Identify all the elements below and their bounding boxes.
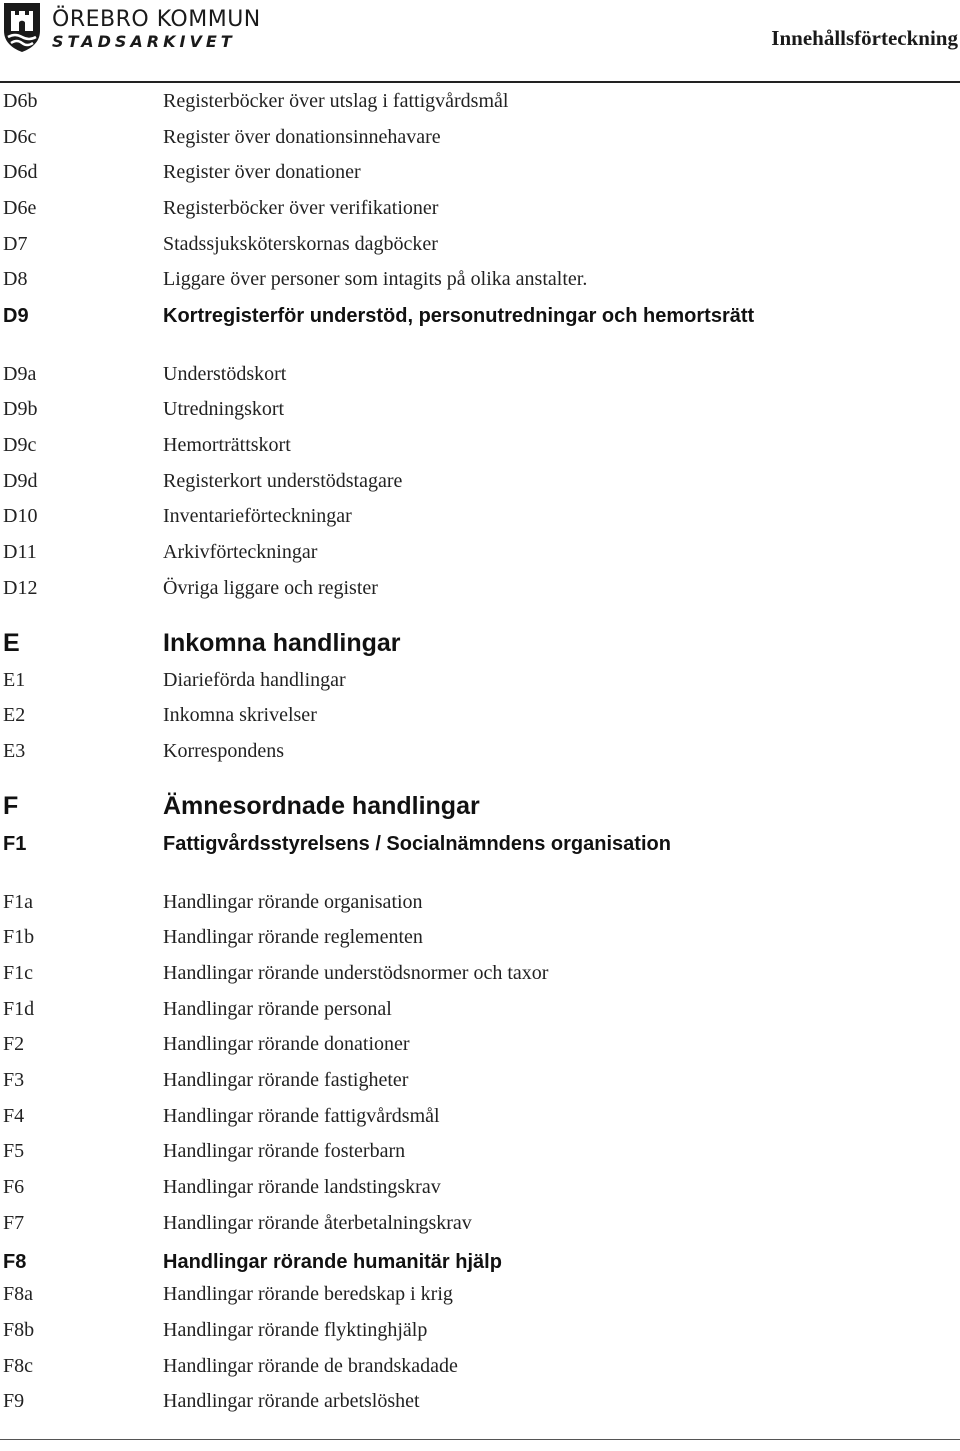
- toc-code: F6: [3, 1176, 25, 1198]
- toc-code: F4: [3, 1105, 25, 1127]
- toc-code: F1b: [3, 926, 35, 948]
- toc-description: Handlingar rörande de brandskadade: [163, 1355, 458, 1377]
- toc-description: Handlingar rörande understödsnormer och taxor: [163, 962, 549, 984]
- toc-code: E2: [3, 704, 26, 726]
- toc-code: D9a: [3, 363, 37, 385]
- toc-code: F2: [3, 1033, 25, 1055]
- footer-divider: [0, 1439, 960, 1440]
- toc-description: Handlingar rörande fosterbarn: [163, 1140, 406, 1162]
- toc-description: Handlingar rörande återbetalningskrav: [163, 1212, 472, 1234]
- toc-description: Handlingar rörande beredskap i krig: [163, 1283, 453, 1305]
- toc-code: D9: [3, 305, 29, 327]
- toc-description: Arkivförteckningar: [163, 541, 318, 563]
- toc-description: Register över donationsinnehavare: [163, 126, 441, 148]
- toc-code: D9c: [3, 434, 37, 456]
- toc-code: F8a: [3, 1283, 33, 1305]
- toc-description: Inventarieförteckningar: [163, 505, 352, 527]
- toc-code: F9: [3, 1390, 25, 1412]
- toc-code: D6d: [3, 161, 38, 183]
- header-divider: [0, 81, 960, 83]
- toc-description: Fattigvårdsstyrelsens / Socialnämndens organisation: [163, 833, 671, 855]
- toc-description: Handlingar rörande organisation: [163, 891, 423, 913]
- toc-code: D6c: [3, 126, 37, 148]
- toc-code: F7: [3, 1212, 25, 1234]
- toc-description: Inkomna skrivelser: [163, 704, 317, 726]
- coat-of-arms-icon: [2, 1, 42, 53]
- toc-description: Utredningskort: [163, 398, 285, 420]
- toc-code: D9d: [3, 470, 38, 492]
- document-title: Innehållsförteckning: [771, 26, 958, 50]
- toc-description: Diarieförda handlingar: [163, 669, 346, 691]
- toc-code: F8c: [3, 1355, 33, 1377]
- toc-code: F5: [3, 1140, 25, 1162]
- toc-code: E3: [3, 740, 26, 762]
- organization-name: ÖREBRO KOMMUN: [52, 7, 261, 32]
- toc-code: F3: [3, 1069, 25, 1091]
- toc-code: E: [3, 629, 20, 657]
- toc-code: D9b: [3, 398, 38, 420]
- toc-description: Understödskort: [163, 363, 287, 385]
- toc-code: D7: [3, 233, 28, 255]
- toc-code: D8: [3, 268, 28, 290]
- toc-description: Handlingar rörande fattigvårdsmål: [163, 1105, 440, 1127]
- toc-code: F1d: [3, 998, 35, 1020]
- toc-description: Registerböcker över verifikationer: [163, 197, 439, 219]
- organization-subtitle: STADSARKIVET: [52, 32, 236, 51]
- toc-description: Handlingar rörande flyktinghjälp: [163, 1319, 428, 1341]
- toc-code: F8b: [3, 1319, 35, 1341]
- toc-code: F: [3, 792, 19, 820]
- toc-description: Handlingar rörande donationer: [163, 1033, 410, 1055]
- toc-description: Registerkort understödstagare: [163, 470, 403, 492]
- toc-description: Hemorträttskort: [163, 434, 291, 456]
- toc-code: F1: [3, 833, 27, 855]
- page-header: [0, 0, 960, 60]
- toc-code: E1: [3, 669, 26, 691]
- toc-code: F1c: [3, 962, 33, 984]
- toc-code: D6e: [3, 197, 37, 219]
- toc-description: Handlingar rörande personal: [163, 998, 392, 1020]
- toc-description: Register över donationer: [163, 161, 361, 183]
- toc-description: Ämnesordnade handlingar: [163, 792, 480, 820]
- toc-description: Handlingar rörande fastigheter: [163, 1069, 409, 1091]
- toc-description: Handlingar rörande landstingskrav: [163, 1176, 441, 1198]
- toc-code: D12: [3, 577, 38, 599]
- toc-code: D11: [3, 541, 37, 563]
- logo: [2, 1, 261, 53]
- toc-description: Korrespondens: [163, 740, 285, 762]
- toc-description: Registerböcker över utslag i fattigvårdsmål: [163, 90, 509, 112]
- toc-code: F1a: [3, 891, 33, 913]
- toc-description: Övriga liggare och register: [163, 577, 378, 599]
- toc-code: D10: [3, 505, 38, 527]
- toc-description: Inkomna handlingar: [163, 629, 401, 657]
- toc-code: D6b: [3, 90, 38, 112]
- toc-description: Handlingar rörande arbetslöshet: [163, 1390, 420, 1412]
- toc-description: Stadssjuksköterskornas dagböcker: [163, 233, 438, 255]
- toc-description: Handlingar rörande humanitär hjälp: [163, 1251, 502, 1273]
- toc-code: F8: [3, 1251, 27, 1273]
- toc-description: Liggare över personer som intagits på olika anstalter.: [163, 268, 588, 290]
- toc-description: Kortregisterför understöd, personutredningar och hemortsrätt: [163, 305, 755, 327]
- toc-description: Handlingar rörande reglementen: [163, 926, 423, 948]
